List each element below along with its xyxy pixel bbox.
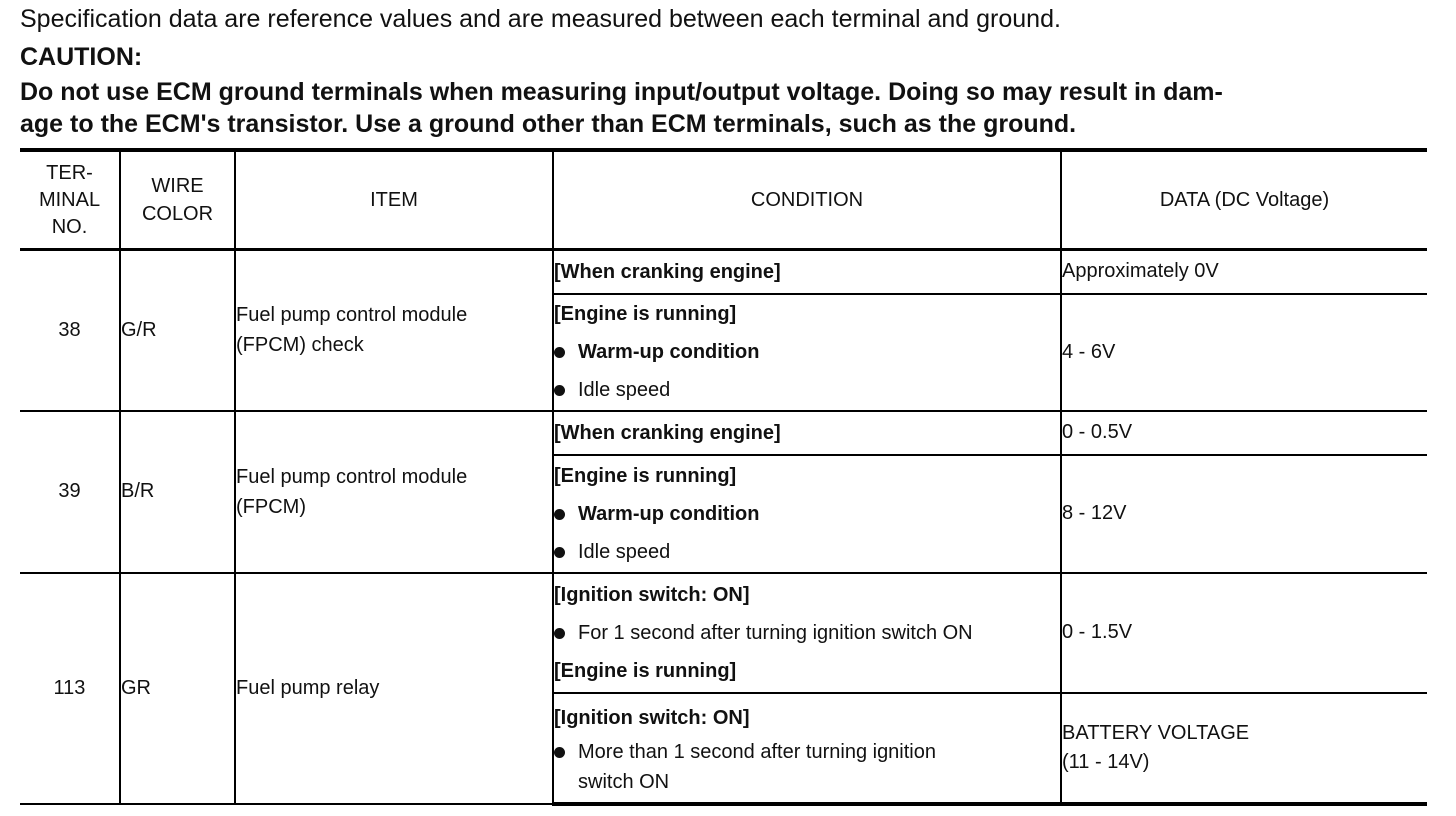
table-row	[20, 250, 1427, 294]
header-row	[20, 150, 1427, 250]
caution-heading: CAUTION:	[20, 43, 143, 71]
header-terminal-no: TER- MINAL NO.	[20, 150, 120, 250]
wire-color: B/R	[120, 411, 235, 573]
terminal-spec-table	[20, 148, 1427, 806]
condition: [Engine is running] Warm-up condition Idle speed	[553, 294, 1061, 411]
condition: [Ignition switch: ON] More than 1 second after turning ignition switch ON	[553, 693, 1061, 804]
caution-body	[20, 76, 1430, 140]
bullet-icon	[554, 385, 565, 396]
wire-color: GR	[120, 573, 235, 804]
bullet-icon	[554, 509, 565, 520]
condition: [When cranking engine]	[553, 411, 1061, 455]
intro-text: Specification data are reference values and are measured between each terminal and ground.	[20, 5, 1061, 33]
bullet-icon	[554, 547, 565, 558]
caution-line-1: Do not use ECM ground terminals when measuring input/output voltage. Doing so may result in dam-	[20, 78, 1223, 106]
bullet-icon	[554, 347, 565, 358]
item: Fuel pump relay	[235, 573, 553, 804]
condition: [Engine is running] Warm-up condition Idle speed	[553, 455, 1061, 573]
terminal-no: 39	[20, 411, 120, 573]
item: Fuel pump control module (FPCM) check	[235, 250, 553, 411]
condition: [When cranking engine]	[553, 250, 1061, 294]
data-value: 4 - 6V	[1061, 294, 1427, 411]
table-row	[20, 411, 1427, 455]
wire-color: G/R	[120, 250, 235, 411]
data-value: 8 - 12V	[1061, 455, 1427, 573]
data-value: 0 - 0.5V	[1061, 411, 1427, 455]
data-value: BATTERY VOLTAGE (11 - 14V)	[1061, 693, 1427, 804]
condition: [Ignition switch: ON] For 1 second after turning ignition switch ON [Engine is running]	[553, 573, 1061, 693]
bullet-icon	[554, 628, 565, 639]
header-data: DATA (DC Voltage)	[1061, 150, 1427, 250]
terminal-no: 113	[20, 573, 120, 804]
table-row	[20, 573, 1427, 693]
header-condition: CONDITION	[553, 150, 1061, 250]
header-wire-color: WIRE COLOR	[120, 150, 235, 250]
data-value: 0 - 1.5V	[1061, 573, 1427, 693]
caution-line-2: age to the ECM's transistor. Use a ground other than ECM terminals, such as the ground.	[20, 110, 1077, 138]
item: Fuel pump control module (FPCM)	[235, 411, 553, 573]
bullet-icon	[554, 747, 565, 758]
data-value: Approximately 0V	[1061, 250, 1427, 294]
terminal-no: 38	[20, 250, 120, 411]
header-item: ITEM	[235, 150, 553, 250]
